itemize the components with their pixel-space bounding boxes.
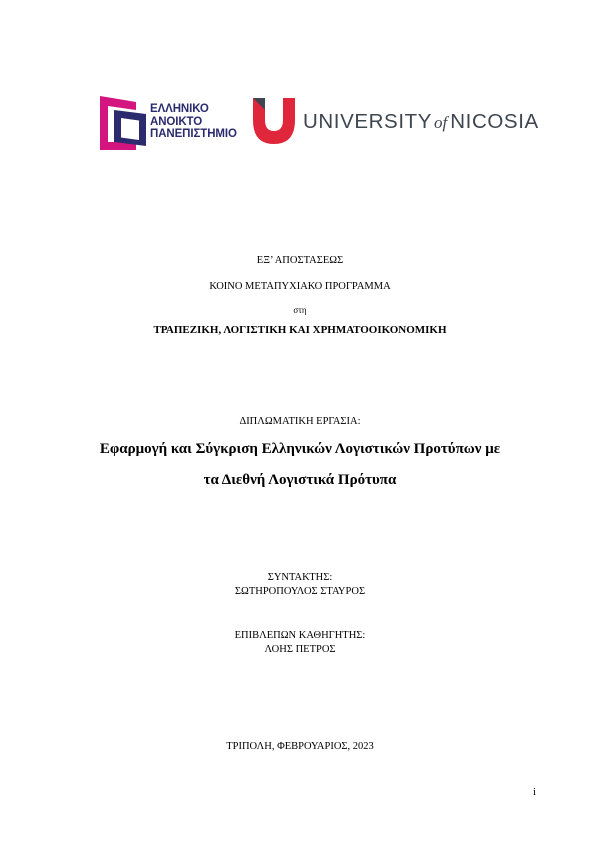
page-number: i <box>533 786 537 798</box>
hou-line-1: ΕΛΛΗΝΙΚΟ <box>150 103 209 115</box>
thesis-title-line-2: τα Διεθνή Λογιστικά Πρότυπα <box>203 472 397 488</box>
hou-line-3: ΠΑΝΕΠΙΣΤΗΜΙΟ <box>150 128 237 140</box>
program-mode: ΕΞ’ ΑΠΟΣΤΑΣΕΩΣ <box>256 255 344 266</box>
supervisor-name: ΛΟΗΣ ΠΕΤΡΟΣ <box>264 644 336 655</box>
place-date: ΤΡΙΠΟΛΗ, ΦΕΒΡΟΥΑΡΙΟΣ, 2023 <box>226 741 374 752</box>
hou-line-2: ΑΝΟΙΚΤΟ <box>150 115 203 128</box>
hou-wordmark <box>150 103 237 141</box>
thesis-label: ΔΙΠΛΩΜΑΤΙΚΗ ΕΡΓΑΣΙΑ: <box>239 416 361 427</box>
program-field: ΤΡΑΠΕΖΙΚΗ, ΛΟΓΙΣΤΙΚΗ ΚΑΙ ΧΡΗΜΑΤΟΟΙΚΟΝΟΜΙΚΗ <box>153 324 447 336</box>
unic-wordmark <box>303 110 539 134</box>
university-of-nicosia-logo <box>253 96 539 152</box>
thesis-title-line-1: Εφαρμογή και Σύγκριση Ελληνικών Λογιστικών Προτύπων με <box>99 441 501 457</box>
unic-word-university: UNIVERSITY <box>303 110 433 133</box>
hellenic-open-university-logo <box>100 96 250 152</box>
program-connector: στη <box>293 305 307 315</box>
supervisor-label: ΕΠΙΒΛΕΠΩΝ ΚΑΘΗΓΗΤΗΣ: <box>234 630 366 641</box>
program-type: ΚΟΙΝΟ ΜΕΤΑΠΥΧΙΑΚΟ ΠΡΟΓΡΑΜΜΑ <box>209 281 391 292</box>
logos-header <box>0 92 600 156</box>
unic-word-nicosia: NICOSIA <box>450 110 539 133</box>
author-name: ΣΩΤΗΡΟΠΟΥΛΟΣ ΣΤΑΥΡΟΣ <box>234 586 366 597</box>
unic-shield-icon <box>253 98 295 144</box>
unic-word-of: of <box>434 113 448 132</box>
hou-emblem-icon <box>100 96 150 152</box>
author-label: ΣΥΝΤΑΚΤΗΣ: <box>267 572 333 583</box>
